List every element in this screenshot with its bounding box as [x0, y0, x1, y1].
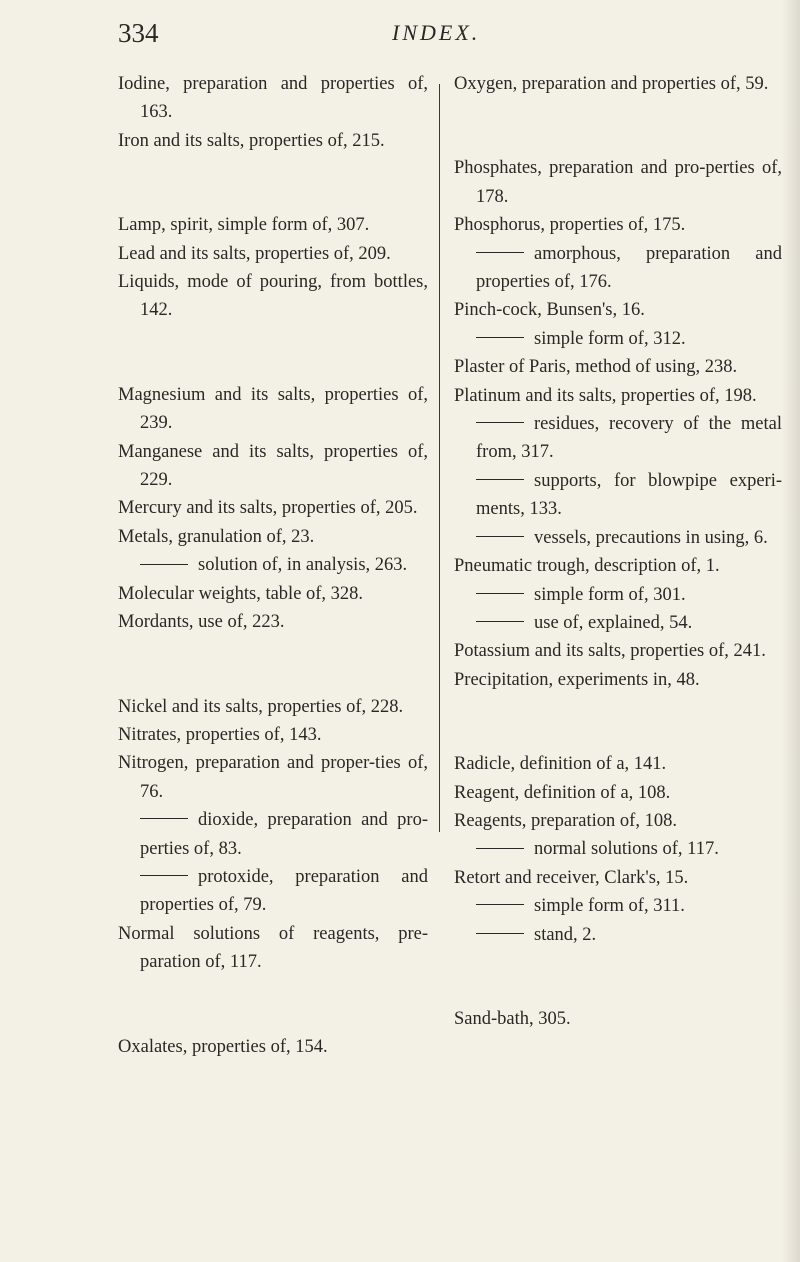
entry-gap — [118, 155, 428, 211]
entry-text: use of, explained, 54. — [534, 612, 693, 633]
entry-text: Reagents, preparation of, 108. — [454, 810, 677, 831]
index-entry — [118, 580, 428, 608]
entry-text: Iron and its salts, properties of, 215. — [118, 130, 385, 151]
index-subentry — [118, 863, 428, 920]
page-edge-shadow — [782, 0, 800, 1262]
entry-text: normal solutions of, 117. — [534, 839, 719, 860]
index-entry — [118, 1033, 428, 1061]
index-entry — [454, 1005, 782, 1033]
index-entry — [454, 750, 782, 778]
entry-gap — [454, 98, 782, 154]
ditto-dash — [476, 933, 524, 934]
entry-text: Nitrogen, preparation and proper-ties of, 76. — [118, 753, 428, 802]
entry-text: amorphous, preparation and properties of, 176. — [476, 243, 782, 293]
index-subentry — [454, 581, 782, 609]
index-entry — [454, 70, 782, 98]
index-subentry — [454, 410, 782, 467]
entry-text: Pinch-cock, Bunsen's, 16. — [454, 300, 645, 321]
page-header — [0, 18, 800, 54]
entry-text: simple form of, 311. — [534, 896, 685, 917]
entry-text: Retort and receiver, Clark's, 15. — [454, 867, 689, 888]
index-entry — [454, 864, 782, 892]
entry-text: supports, for blowpipe experi-ments, 133. — [476, 470, 782, 520]
index-subentry — [454, 524, 782, 552]
index-entry — [454, 353, 782, 381]
index-entry — [118, 721, 428, 749]
entry-text: Lamp, spirit, simple form of, 307. — [118, 215, 370, 236]
entry-text: protoxide, preparation and properties of, 79. — [140, 866, 428, 916]
entry-text: Radicle, definition of a, 141. — [454, 754, 667, 775]
index-entry — [454, 807, 782, 835]
entry-gap — [118, 637, 428, 693]
entry-gap — [118, 977, 428, 1033]
entry-text: Iodine, preparation and properties of, 163. — [118, 74, 428, 123]
ditto-dash — [476, 422, 524, 423]
index-entry — [118, 211, 428, 239]
ditto-dash — [476, 848, 524, 849]
page-number: 334 — [118, 18, 159, 48]
entry-text: dioxide, preparation and pro-perties of, 83. — [140, 810, 428, 859]
entry-text: Molecular weights, table of, 328. — [118, 583, 364, 604]
entry-gap — [118, 325, 428, 381]
ditto-dash — [140, 564, 188, 565]
entry-text: Sand-bath, 305. — [454, 1008, 571, 1029]
entry-text: Oxygen, preparation and properties of, 59. — [454, 74, 769, 94]
entry-text: vessels, precautions in using, 6. — [534, 527, 768, 548]
entry-text: Platinum and its salts, properties of, 198. — [454, 385, 757, 406]
index-entry — [454, 637, 782, 665]
index-entry — [118, 494, 428, 522]
index-entry — [454, 211, 782, 239]
ditto-dash — [140, 875, 188, 876]
entry-text: residues, recovery of the metal from, 317. — [476, 414, 782, 463]
entry-text: Precipitation, experiments in, 48. — [454, 669, 700, 690]
index-subentry — [118, 551, 428, 579]
column-divider — [439, 84, 440, 832]
entry-text: Nitrates, properties of, 143. — [118, 724, 322, 745]
index-column-left — [118, 70, 428, 1061]
index-entry — [454, 552, 782, 580]
index-entry — [118, 693, 428, 721]
entry-text: Pneumatic trough, description of, 1. — [454, 556, 720, 577]
index-subentry — [454, 467, 782, 524]
entry-text: Magnesium and its salts, properties of, 239. — [118, 384, 428, 434]
index-entry — [118, 70, 428, 127]
index-entry — [118, 608, 428, 636]
index-subentry — [454, 609, 782, 637]
entry-text: Metals, granulation of, 23. — [118, 526, 315, 547]
index-entry — [118, 749, 428, 806]
entry-text: Normal solutions of reagents, pre-paration of, 117. — [118, 923, 428, 973]
index-subentry — [454, 921, 782, 949]
index-entry — [118, 127, 428, 155]
entry-text: simple form of, 301. — [534, 584, 686, 605]
index-entry — [118, 268, 428, 325]
entry-gap — [454, 694, 782, 750]
index-subentry — [454, 892, 782, 920]
ditto-dash — [476, 479, 524, 480]
index-entry — [118, 381, 428, 438]
ditto-dash — [140, 818, 188, 819]
index-column-right — [454, 70, 782, 1033]
index-entry — [454, 779, 782, 807]
entry-text: Manganese and its salts, properties of, 229. — [118, 441, 428, 491]
index-entry — [454, 382, 782, 410]
ditto-dash — [476, 904, 524, 905]
running-title: INDEX. — [392, 20, 481, 45]
entry-text: Reagent, definition of a, 108. — [454, 782, 671, 803]
index-entry — [118, 920, 428, 977]
index-entry — [118, 240, 428, 268]
entry-text: Liquids, mode of pouring, from bottles, 142. — [118, 272, 428, 321]
ditto-dash — [476, 252, 524, 253]
ditto-dash — [476, 621, 524, 622]
index-subentry — [454, 325, 782, 353]
entry-text: Plaster of Paris, method of using, 238. — [454, 357, 738, 378]
index-entry — [454, 154, 782, 211]
entry-text: simple form of, 312. — [534, 328, 686, 349]
ditto-dash — [476, 536, 524, 537]
index-subentry — [118, 806, 428, 863]
entry-text: Phosphorus, properties of, 175. — [454, 215, 686, 236]
index-entry — [454, 666, 782, 694]
entry-text: stand, 2. — [534, 924, 597, 945]
entry-text: Potassium and its salts, properties of, 241. — [454, 641, 766, 662]
entry-text: solution of, in analysis, 263. — [198, 555, 408, 576]
entry-text: Mercury and its salts, properties of, 205. — [118, 498, 418, 519]
entry-text: Oxalates, properties of, 154. — [118, 1036, 328, 1057]
entry-text: Nickel and its salts, properties of, 228. — [118, 696, 404, 717]
ditto-dash — [476, 337, 524, 338]
index-subentry — [454, 835, 782, 863]
entry-gap — [454, 949, 782, 1005]
index-entry — [118, 523, 428, 551]
entry-text: Phosphates, preparation and pro-perties of, 178. — [454, 158, 782, 207]
index-entry — [454, 296, 782, 324]
entry-text: Mordants, use of, 223. — [118, 612, 285, 633]
entry-text: Lead and its salts, properties of, 209. — [118, 243, 391, 264]
ditto-dash — [476, 593, 524, 594]
index-subentry — [454, 240, 782, 297]
index-entry — [118, 438, 428, 495]
